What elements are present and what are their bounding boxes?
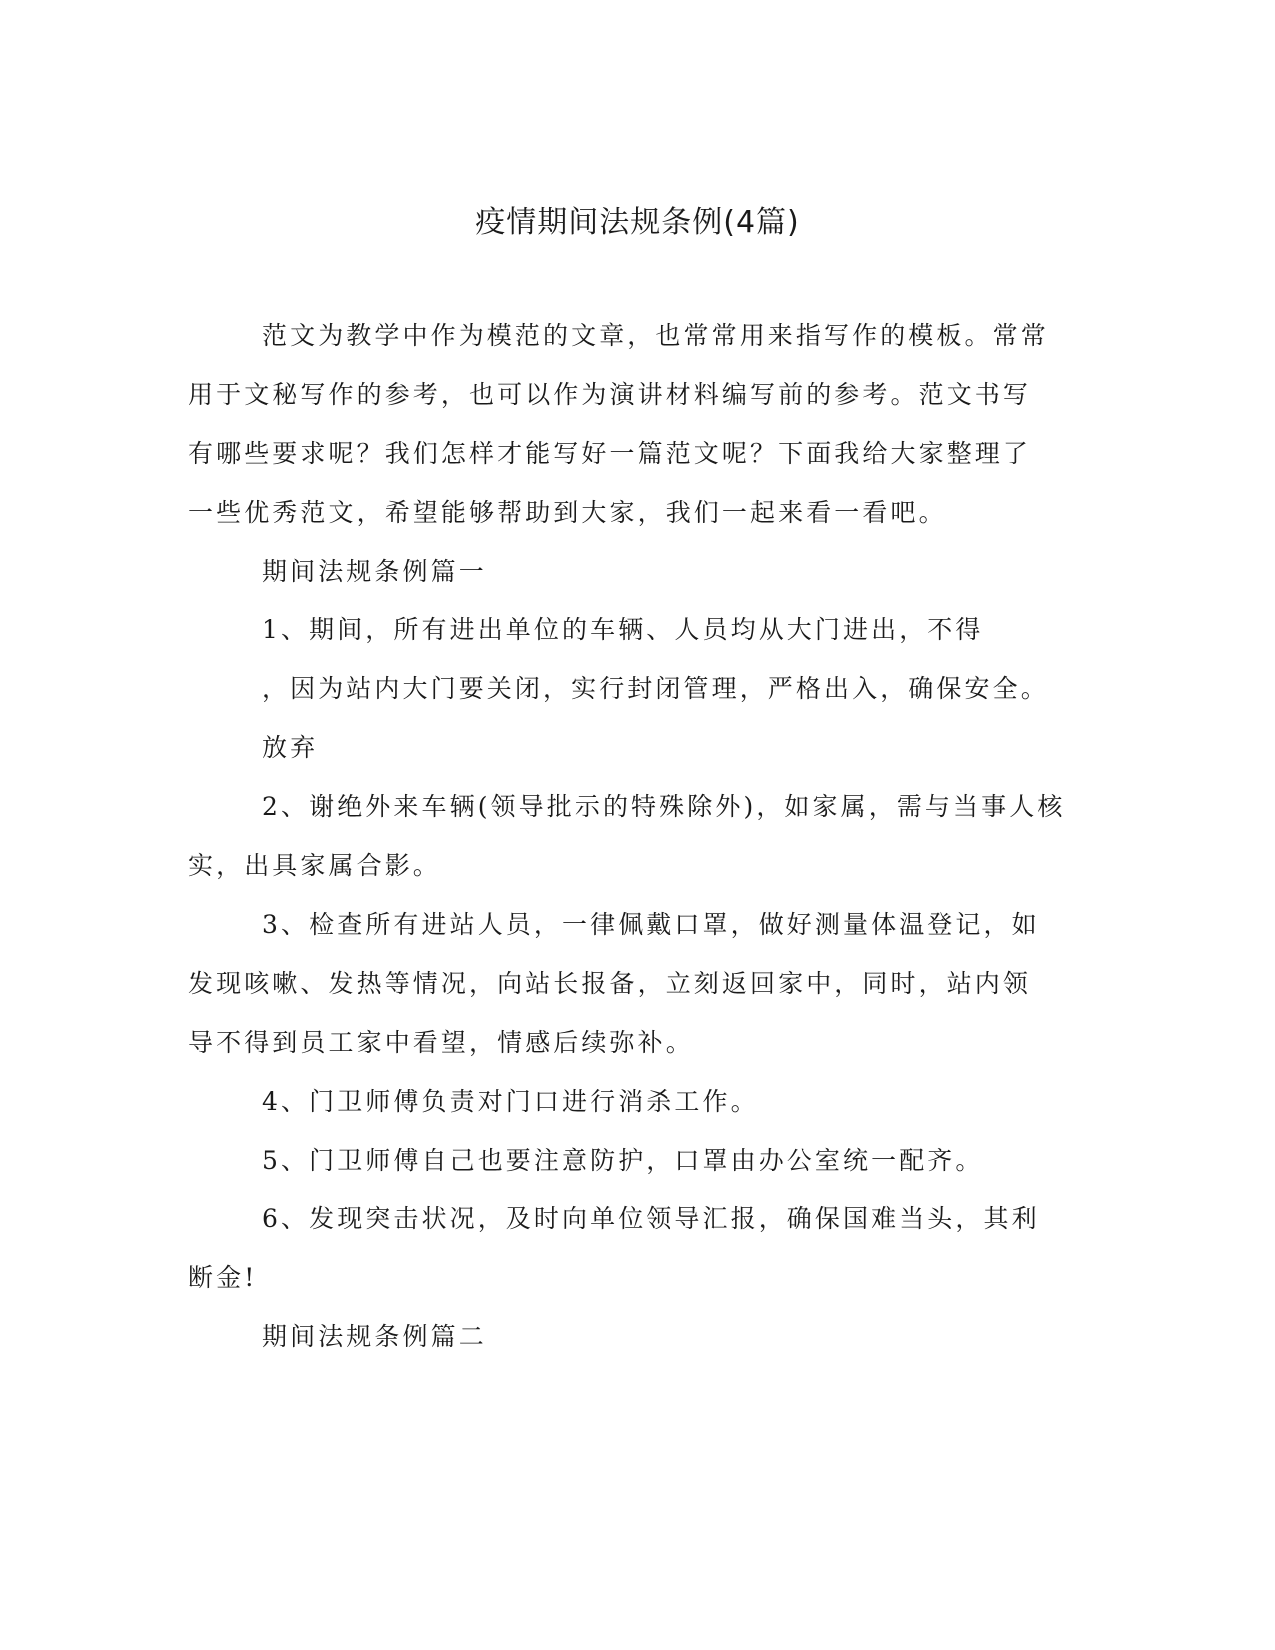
rule-1-line-1: 1、期间，所有进出单位的车辆、人员均从大门进出，不得: [262, 615, 984, 644]
intro-line-2: 用于文秘写作的参考，也可以作为演讲材料编写前的参考。范文书写: [188, 380, 1032, 409]
rule-1-line-2: ，因为站内大门要关闭，实行封闭管理，严格出入，确保安全。: [262, 674, 1049, 703]
rule-4: 4、门卫师傅负责对门口进行消杀工作。: [262, 1087, 759, 1116]
rule-2-line-1: 2、谢绝外来车辆(领导批示的特殊除外)，如家属，需与当事人核: [262, 792, 1066, 821]
rule-3-line-2: 发现咳嗽、发热等情况，向站长报备，立刻返回家中，同时，站内领: [188, 969, 1032, 998]
rule-3-line-3: 导不得到员工家中看望，情感后续弥补。: [188, 1028, 694, 1057]
rule-6-line-1: 6、发现突击状况，及时向单位领导汇报，确保国难当头，其利: [262, 1204, 1040, 1233]
section-heading-2: 期间法规条例篇二: [262, 1322, 487, 1351]
document-title: 疫情期间法规条例(4篇): [475, 205, 800, 240]
rule-2-line-2: 实，出具家属合影。: [188, 851, 441, 880]
rule-5: 5、门卫师傅自己也要注意防护，口罩由办公室统一配齐。: [262, 1146, 984, 1175]
intro-line-1: 范文为教学中作为模范的文章，也常常用来指写作的模板。常常: [262, 321, 1049, 350]
intro-line-4: 一些优秀范文，希望能够帮助到大家，我们一起来看一看吧。: [188, 498, 947, 527]
section-heading-1: 期间法规条例篇一: [262, 557, 487, 586]
intro-line-3: 有哪些要求呢？我们怎样才能写好一篇范文呢？下面我给大家整理了: [188, 439, 1032, 468]
rule-3-line-1: 3、检查所有进站人员，一律佩戴口罩，做好测量体温登记，如: [262, 910, 1040, 939]
rule-1-line-3: 放弃: [262, 733, 319, 762]
rule-6-line-2: 断金!: [188, 1263, 258, 1292]
